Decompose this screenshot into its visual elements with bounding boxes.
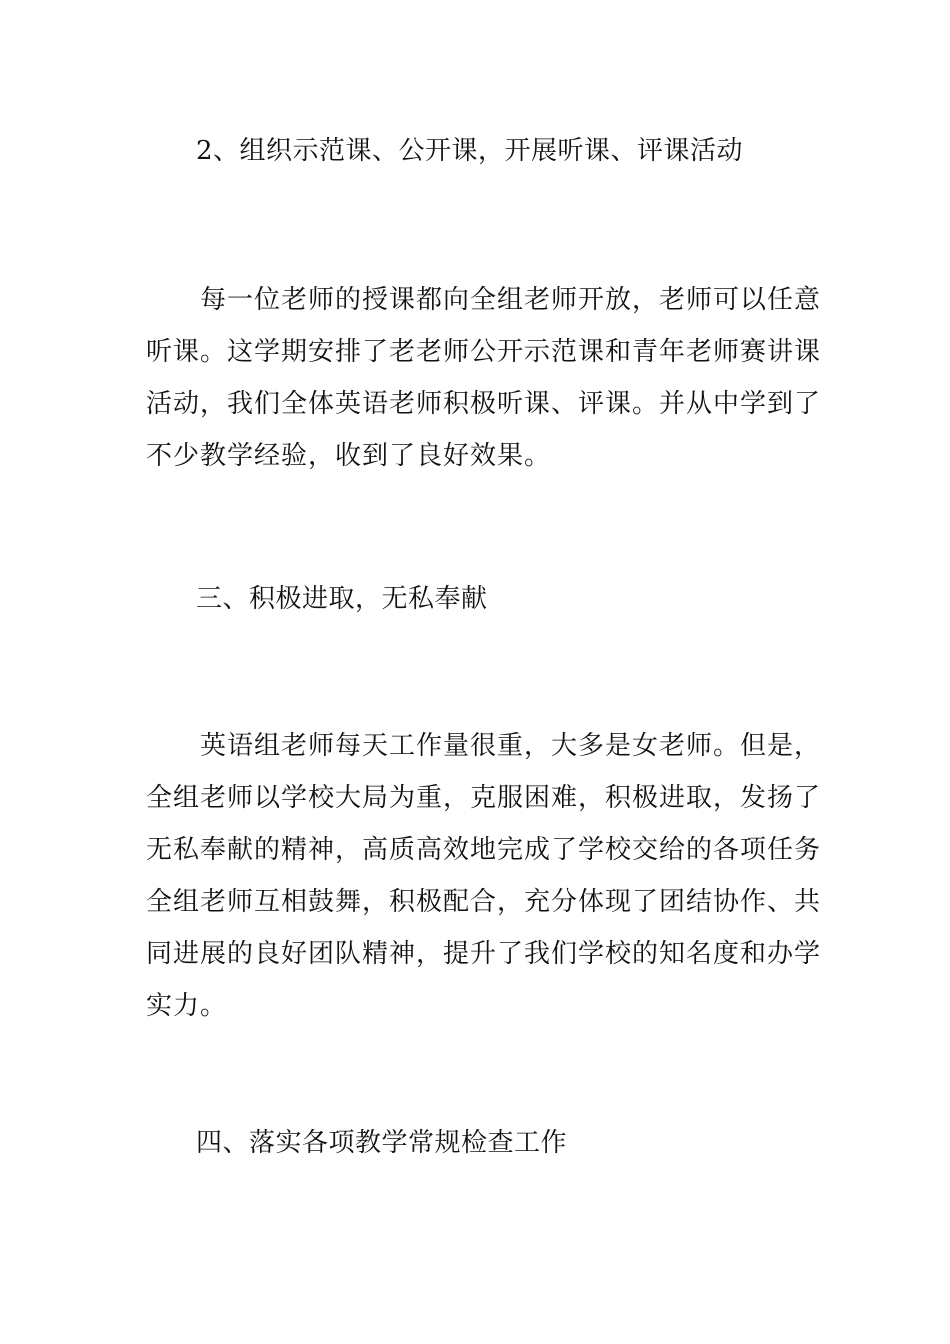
paragraph-line: 活动，我们全体英语老师积极听课、评课。并从中学到了 <box>146 389 822 419</box>
paragraph-line: 实力。 <box>146 991 228 1021</box>
paragraph-line: 全组老师以学校大局为重，克服困难，积极进取，发扬了 <box>146 783 822 813</box>
section-heading-routine-checks: 四、落实各项教学常规检查工作 <box>196 1128 568 1158</box>
paragraph-line: 每一位老师的授课都向全组老师开放，老师可以任意 <box>200 285 822 315</box>
paragraph-line: 英语组老师每天工作量很重，大多是女老师。但是， <box>200 731 822 761</box>
paragraph-team-spirit <box>146 720 822 1032</box>
paragraph-line: 全组老师互相鼓舞，积极配合，充分体现了团结协作、共 <box>146 887 822 917</box>
paragraph-line: 无私奉献的精神，高质高效地完成了学校交给的各项任务 <box>146 835 822 865</box>
paragraph-line: 同进展的良好团队精神，提升了我们学校的知名度和办学 <box>146 939 822 969</box>
paragraph-lesson-observation <box>146 274 822 482</box>
paragraph-line: 听课。这学期安排了老老师公开示范课和青年老师赛讲课 <box>146 337 822 367</box>
section-heading-demo-lessons: 2、组织示范课、公开课，开展听课、评课活动 <box>196 136 744 166</box>
paragraph-line: 不少教学经验，收到了良好效果。 <box>146 441 552 471</box>
section-heading-dedication: 三、积极进取，无私奉献 <box>196 584 488 614</box>
